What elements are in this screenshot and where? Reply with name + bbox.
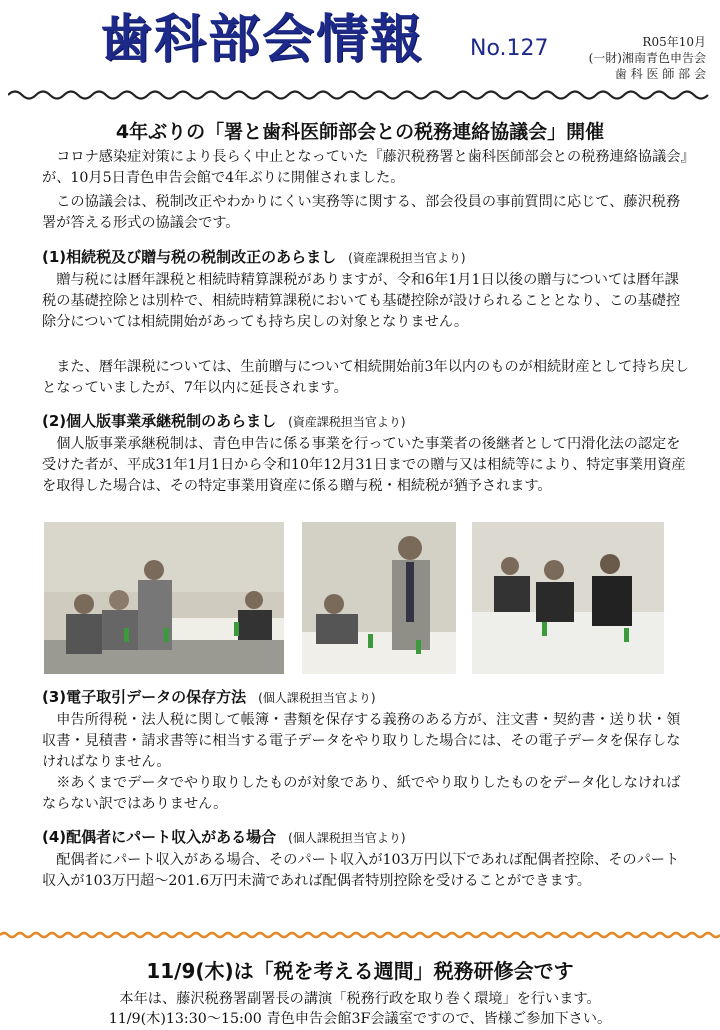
decorative-divider: [0, 930, 720, 940]
newsletter-title: 歯科部会情報: [100, 10, 425, 70]
meeting-photo-1: [44, 522, 284, 674]
section-3-paragraph-2: ※あくまでデータでやり取りしたものが対象であり、紙でやり取りしたものをデータ化しなければならない訳ではありません。: [42, 775, 681, 812]
main-headline: 4年ぶりの「署と歯科医師部会との税務連絡協議会」開催: [115, 121, 605, 143]
decorative-wave-border: [8, 88, 712, 102]
meeting-photo-3: [472, 522, 664, 674]
section-4-paragraph-1: 配偶者にパート収入がある場合、そのパート収入が103万円以下であれば配偶者控除、そのパート収入が103万円超～201.6万円未満であれば配偶者特別控除を受けることができます。: [42, 852, 680, 889]
publisher-info: [589, 34, 706, 82]
issue-number: No.127: [470, 36, 549, 61]
section-1-paragraph-1: 贈与税には暦年課税と相続時精算課税がありますが、令和6年1月1日以後の贈与については暦年課税の基礎控除とは別枠で、相続時精算課税においても基礎控除が設けられることとなり、この基礎控除分については相続開始があっても持ち戻しの対象となりません。: [42, 272, 681, 330]
section-1-source: (資産課税担当官より): [348, 251, 466, 265]
section-2-source: (資産課税担当官より): [288, 415, 406, 429]
intro-paragraph-1: コロナ感染症対策により長らく中止となっていた『藤沢税務署と歯科医師部会との税務連絡協議会』が、10月5日青色申告会館で4年ぶりに開催されました。: [42, 149, 688, 186]
section-2-heading: (2)個人版事業承継税制のあらまし (資産課税担当官より): [42, 412, 406, 430]
section-2-paragraph-1: 個人版事業承継税制は、青色申告に係る事業を行っていた事業者の後継者として円滑化法の認定を受けた者が、平成31年1月1日から令和10年12月31日までの贈与又は相続等により、特定事業用資産を取得した場合は、その特定事業用資産に係る贈与税・相続税が猶予されます。: [42, 436, 686, 494]
section-1-heading: (1)相続税及び贈与税の税制改正のあらまし (資産課税担当官より): [42, 248, 466, 266]
masthead: [0, 0, 720, 88]
seminar-announcement-line-1: 本年は、藤沢税務署副署長の講演「税務行政を取り巻く環境」を行います。: [119, 991, 601, 1007]
section-3-heading: (3)電子取引データの保存方法 (個人課税担当官より): [42, 688, 376, 706]
organization-name: (一財)湘南青色申告会: [588, 51, 706, 65]
intro-paragraph-2: この協議会は、税制改正やわかりにくい実務等に関する、部会役員の事前質問に応じて、藤沢税務署が答える形式の協議会です。: [42, 194, 681, 231]
seminar-announcement-title: 11/9(木)は「税を考える週間」税務研修会です: [146, 959, 574, 983]
seminar-announcement-line-2: 11/9(木)13:30～15:00 青色申告会館3F会議室ですので、皆様ご参加下さい。: [108, 1011, 612, 1027]
meeting-photo-2: [302, 522, 456, 674]
section-4-source: (個人課税担当官より): [288, 831, 406, 845]
department-name: 歯 科 医 師 部 会: [614, 67, 706, 81]
section-3-paragraph-1: 申告所得税・法人税に関して帳簿・書類を保存する義務のある方が、注文書・契約書・送り状・領収書・見積書・請求書等に相当する電子データをやり取りした場合には、その電子データを保存しなければなりません。: [42, 712, 681, 770]
section-1-paragraph-2: また、暦年課税については、生前贈与について相続開始前3年以内のものが相続財産として持ち戻しとなっていましたが、7年以内に延長されます。: [42, 359, 689, 396]
section-3-source: (個人課税担当官より): [258, 691, 376, 705]
issue-date: R05年10月: [642, 35, 706, 49]
section-4-heading: (4)配偶者にパート収入がある場合 (個人課税担当官より): [42, 828, 406, 846]
